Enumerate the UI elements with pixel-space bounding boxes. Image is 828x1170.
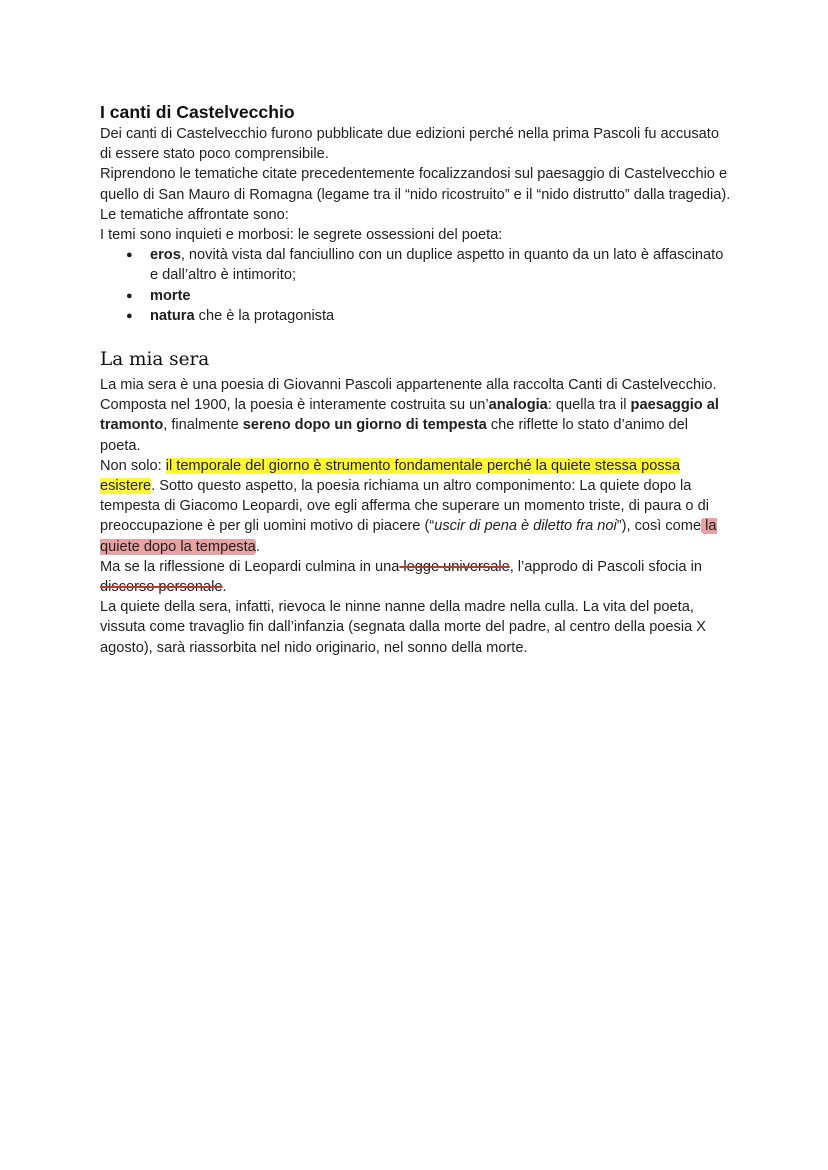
list-item — [126, 286, 732, 306]
list-item-bold: morte — [150, 287, 191, 304]
text-run: : quella tra il — [547, 397, 631, 414]
list-item-bold: natura — [150, 307, 195, 324]
list-item — [126, 245, 732, 285]
paragraph-themes: Riprendono le tematiche citate precedentemente focalizzandosi sul paesaggio di Castelvecchio e quello di San Mauro di Romagna (legame tra il “nido ricostruito” e il “nido distrutto” dalla tragedia). Le tematiche affrontate sono: — [100, 166, 731, 223]
list-item-bold: eros — [150, 247, 181, 264]
text-run: Ma se la riflessione di Leopardi culmina in una — [100, 558, 400, 575]
bold-analogia: analogia — [488, 397, 548, 414]
paragraph-leopardi — [100, 456, 732, 557]
bullet-icon: ● — [126, 249, 133, 262]
section-title-canti: I canti di Castelvecchio — [100, 102, 295, 122]
text-run: La mia sera è una poesia di Giovanni Pascoli appartenente alla raccolta Canti di Castelvecchio. Composta nel 1900, la poesia è interamente costruita su un’ — [100, 377, 717, 414]
text-run: ”), così come — [616, 518, 702, 535]
list-item-text: , novità vista dal fanciullino con un duplice aspetto in quanto da un lato è affascinato e dall’altro è intimorito; — [150, 247, 724, 284]
paragraph-editions: Dei canti di Castelvecchio furono pubblicate due edizioni perché nella prima Pascoli fu accusato di essere stato poco comprensibile. — [100, 126, 719, 163]
strikethrough-legge: legge universale — [399, 558, 510, 575]
bullet-icon: ● — [126, 309, 133, 322]
document-body — [100, 98, 732, 658]
text-run: . — [222, 579, 227, 596]
text-run: . — [255, 538, 260, 555]
paragraph-comparison — [100, 557, 732, 597]
themes-list — [100, 245, 732, 326]
list-item — [126, 306, 732, 326]
list-item-text: che è la protagonista — [194, 307, 335, 324]
text-run: Non solo: — [100, 457, 166, 474]
text-run: , finalmente — [163, 417, 243, 434]
text-run: che riflette lo stato d’animo del poeta. — [100, 417, 688, 454]
text-run: . Sotto questo aspetto, la poesia richiama un altro componimento: La quiete dopo la tempesta di Giacomo Leopardi, ove egli afferma che superare un momento triste, di paura o di preoccupazione è per gli uomini motivo di piacere (“ — [100, 478, 709, 535]
text-run: , l’approdo di Pascoli sfocia in — [509, 558, 702, 575]
section-title-mia-sera: La mia sera — [100, 349, 210, 371]
bold-sereno: sereno dopo un giorno di tempesta — [242, 417, 487, 434]
italic-quote: uscir di pena è diletto fra noi — [434, 518, 617, 535]
yellow-highlight: il temporale del giorno è strumento fondamentale perché la quiete stessa possa esistere — [100, 457, 681, 495]
bullet-icon: ● — [126, 289, 133, 302]
paragraph-intro — [100, 375, 732, 456]
paragraph-obsessions: I temi sono inquieti e morbosi: le segrete ossessioni del poeta: — [100, 227, 503, 244]
bold-paesaggio: paesaggio al tramonto — [100, 397, 719, 434]
paragraph-conclusion: La quiete della sera, infatti, rievoca le ninne nanne della madre nella culla. La vita del poeta, vissuta come travaglio fin dall’infanzia (segnata dalla morte del padre, al centro della poesia X agosto), sarà riassorbita nel nido originario, nel sonno della morte. — [100, 599, 706, 656]
strikethrough-discorso: discorso personale — [100, 579, 223, 596]
pink-highlight: la quiete dopo la tempesta — [100, 518, 717, 555]
